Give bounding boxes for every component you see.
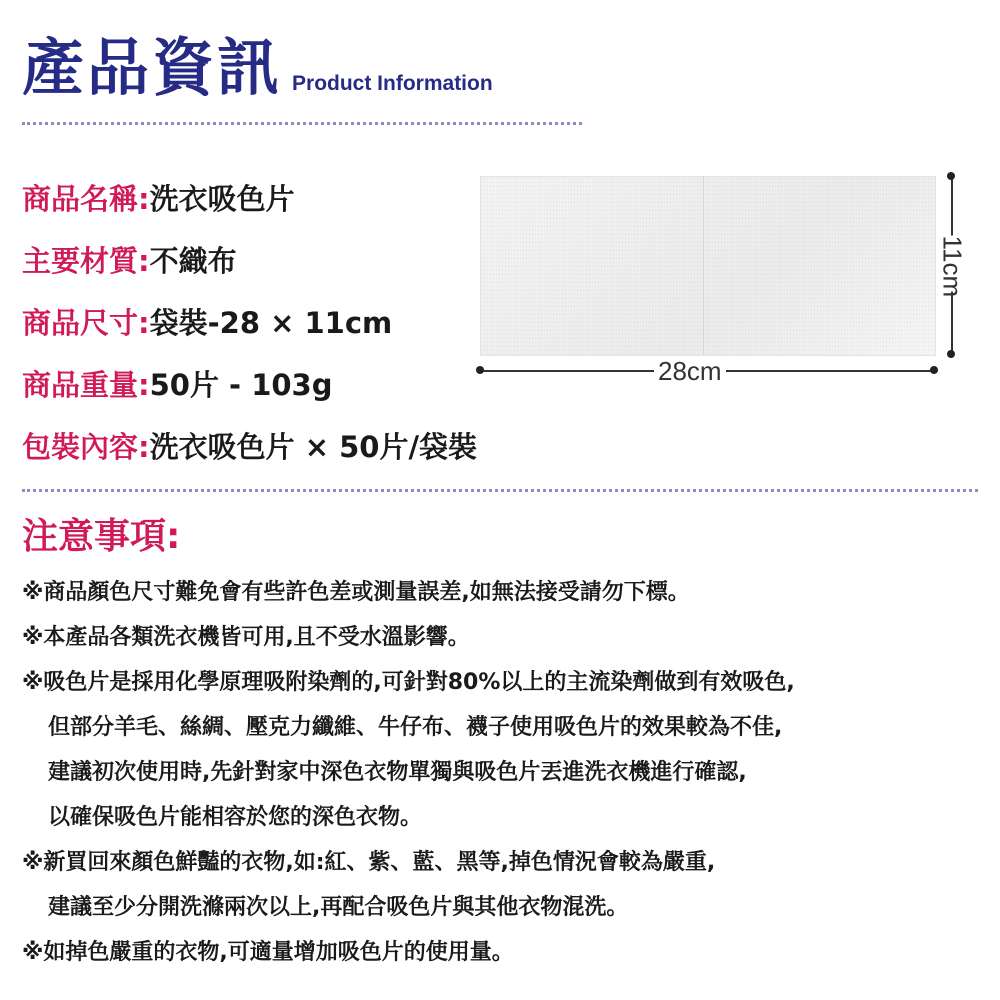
info-value: 50片 - 103g xyxy=(149,367,333,402)
info-row-weight xyxy=(22,352,477,414)
notice-list xyxy=(22,573,992,978)
product-image xyxy=(474,170,968,392)
header xyxy=(22,30,493,106)
notice-line: ※吸色片是採用化學原理吸附染劑的,可針對80%以上的主流染劑做到有效吸色, xyxy=(22,670,795,695)
product-info-list xyxy=(22,166,477,476)
info-key: 商品尺寸: xyxy=(22,305,150,340)
info-key: 主要材質: xyxy=(22,243,150,278)
notice-line: ※如掉色嚴重的衣物,可適量增加吸色片的使用量。 xyxy=(22,940,514,965)
color-catcher-sheet xyxy=(480,176,936,356)
info-key: 商品重量: xyxy=(22,367,150,402)
info-key: 包裝內容: xyxy=(22,429,150,464)
info-row-contents xyxy=(22,414,477,476)
dimension-dot xyxy=(947,172,955,180)
notice-line: 但部分羊毛、絲綢、壓克力纖維、牛仔布、襪子使用吸色片的效果較為不佳, xyxy=(48,715,783,740)
dimension-dot xyxy=(947,350,955,358)
notice-line: ※新買回來顏色鮮豔的衣物,如:紅、紫、藍、黑等,掉色情況會較為嚴重, xyxy=(22,850,716,875)
dimension-dot xyxy=(930,366,938,374)
info-key: 商品名稱: xyxy=(22,181,150,216)
info-row-material xyxy=(22,228,477,290)
page-title: 產品資訊 xyxy=(22,31,283,104)
notice-title: 注意事項: xyxy=(22,516,181,557)
dotted-divider-top xyxy=(22,122,582,125)
info-value: 洗衣吸色片 × 50片/袋裝 xyxy=(149,429,478,464)
info-value: 袋裝-28 × 11cm xyxy=(149,305,393,340)
notice-line: ※商品顏色尺寸難免會有些許色差或測量誤差,如無法接受請勿下標。 xyxy=(22,580,690,605)
height-label: 11cm xyxy=(937,235,968,298)
notice-line: 建議至少分開洗滌兩次以上,再配合吸色片與其他衣物混洗。 xyxy=(48,895,629,920)
page-subtitle: Product Information xyxy=(292,72,493,95)
notice-line: 建議初次使用時,先針對家中深色衣物單獨與吸色片丟進洗衣機進行確認, xyxy=(48,760,747,785)
info-row-size xyxy=(22,290,477,352)
info-row-name xyxy=(22,166,477,228)
info-value: 不織布 xyxy=(149,243,237,278)
notice-line: ※本產品各類洗衣機皆可用,且不受水溫影響。 xyxy=(22,625,470,650)
notice-line: 以確保吸色片能相容於您的深色衣物。 xyxy=(48,805,423,830)
dimension-dot xyxy=(476,366,484,374)
info-value: 洗衣吸色片 xyxy=(149,181,295,216)
width-label: 28cm xyxy=(654,356,726,387)
dotted-divider-middle xyxy=(22,489,978,492)
sheet-perforation xyxy=(703,176,704,354)
